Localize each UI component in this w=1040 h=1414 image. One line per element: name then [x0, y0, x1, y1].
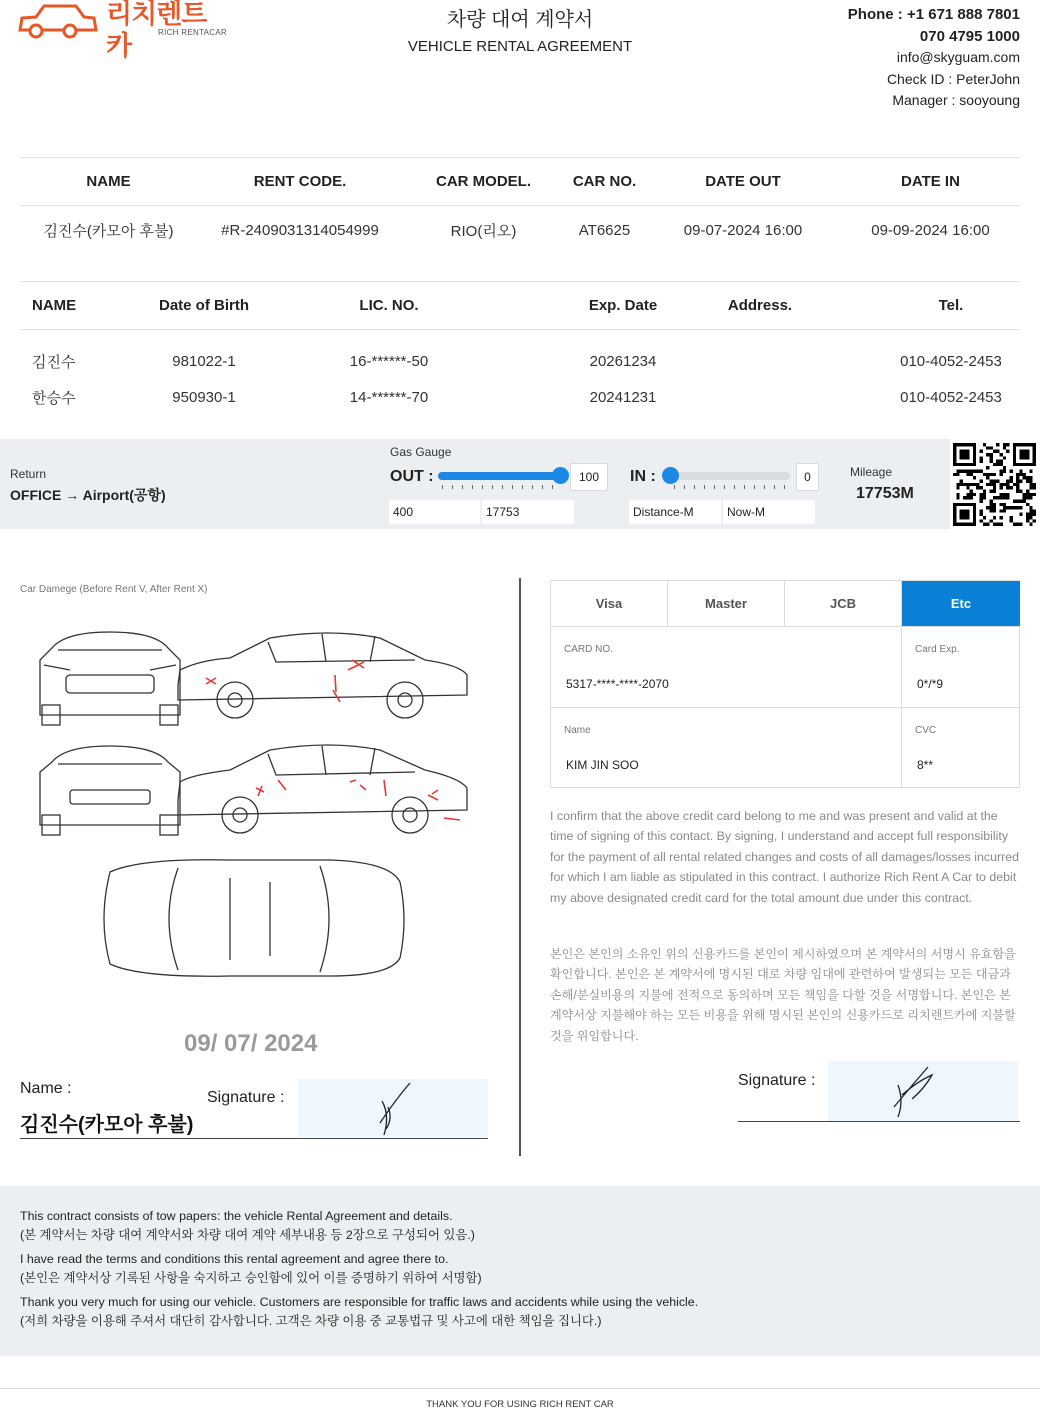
slider-thumb[interactable]: [552, 467, 569, 484]
driver-tel: 010-4052-2453: [900, 389, 1002, 406]
card-name: KIM JIN SOO: [566, 758, 639, 772]
col-header: CAR NO.: [564, 158, 645, 206]
signature-line: [20, 1138, 488, 1139]
signature-scribble-icon: [298, 1079, 488, 1137]
note-item: [20, 1207, 1020, 1244]
driver-dob: 981022-1: [172, 353, 236, 371]
slider-track: [670, 472, 790, 480]
contact-phone-2: 070 4795 1000: [919, 27, 1020, 45]
col-header-exp: Exp. Date: [588, 297, 658, 314]
logo-wordmark-text: 리치렌트카: [106, 0, 207, 61]
slider-thumb[interactable]: [662, 467, 679, 484]
mileage-in-field[interactable]: Now-M: [723, 500, 815, 524]
footer-thanks: THANK YOU FOR USING RICH RENT CAR: [426, 1399, 614, 1410]
return-label: Return: [10, 467, 47, 481]
footer-divider: [0, 1388, 1040, 1389]
driver-address: [703, 353, 817, 370]
car-right-side-icon: [178, 745, 467, 833]
driver-name: 한승수: [32, 390, 76, 407]
renter-name: 김진수(카모아 후불): [43, 222, 174, 240]
card-number-cell[interactable]: [551, 627, 902, 708]
tab-visa[interactable]: Visa: [551, 581, 668, 627]
note-en: I have read the terms and conditions this rental agreement and agree there to.: [20, 1252, 449, 1266]
drivers-table: [20, 281, 1020, 416]
driver-license: 16-******-50: [349, 353, 429, 371]
card-cvc-label: CVC: [915, 725, 937, 736]
logo-subtitle: RICH RENTACAR: [158, 28, 228, 37]
slider-ticks: [674, 485, 786, 489]
col-header: DATE OUT: [645, 158, 841, 206]
mileage-value: 17753M: [856, 485, 914, 502]
distance-in-field[interactable]: Distance-M: [629, 500, 721, 524]
car-front-icon: [40, 632, 180, 725]
card-signature-line: [738, 1121, 1020, 1122]
col-header: [88, 282, 520, 330]
card-name-label: Name: [564, 725, 591, 736]
car-number: AT6625: [578, 221, 631, 239]
page-title-ko: 차량 대여 계약서: [446, 9, 594, 31]
card-name-cell[interactable]: [551, 708, 902, 788]
col-header: [525, 282, 877, 330]
mileage-label: Mileage: [850, 465, 893, 479]
car-model: RIO(리오): [450, 222, 517, 240]
note-ko: (본인은 계약서상 기록된 사항을 숙지하고 승인함에 있어 이를 증명하기 위하여 서명함): [20, 1270, 482, 1285]
driver-exp: 20241231: [589, 389, 657, 406]
manager: Manager : sooyoung: [892, 92, 1020, 108]
driver-dob: 950930-1: [172, 389, 236, 406]
col-header: NAME: [20, 282, 88, 330]
trip-strip: [0, 439, 950, 529]
car-rear-icon: [40, 746, 180, 835]
card-signature-label: Signature :: [738, 1072, 816, 1089]
card-signature-pad[interactable]: [828, 1061, 1018, 1121]
col-header-tel: Tel.: [882, 282, 1020, 330]
car-damage-diagram: [30, 620, 480, 990]
col-header-lic: LIC. NO.: [359, 297, 419, 314]
return-value: OFFICE → Airport(공항): [10, 487, 166, 503]
note-ko: (저희 차량을 이용해 주셔서 대단히 감사합니다. 고객은 차량 이용 중 교통법규 및 사고에 대한 책임을 집니다.): [20, 1313, 602, 1328]
gas-in-label: IN :: [630, 468, 656, 485]
slider-ticks: [442, 485, 556, 489]
card-cvc: 8**: [917, 758, 934, 772]
driver-name: 김진수: [32, 354, 76, 372]
card-number: 5317-****-****-2070: [566, 677, 669, 691]
note-en: This contract consists of tow papers: the vehicle Rental Agreement and details.: [20, 1209, 453, 1223]
driver-exp: 20261234: [589, 353, 657, 371]
mileage-out-field[interactable]: 17753: [482, 500, 574, 524]
tab-etc[interactable]: Etc: [902, 581, 1020, 627]
signature-label: Signature :: [207, 1089, 285, 1106]
slider-fill: [438, 472, 560, 480]
signature-pad[interactable]: [298, 1079, 488, 1137]
terms-notes: [0, 1186, 1040, 1356]
driver-tel: 010-4052-2453: [900, 353, 1002, 371]
renter-name-signed: 김진수(카모아 후불): [20, 1114, 194, 1136]
note-item: [20, 1250, 1020, 1287]
tab-jcb[interactable]: JCB: [785, 581, 902, 627]
car-left-side-icon: [178, 633, 467, 718]
gas-out-value[interactable]: 100: [570, 463, 608, 491]
gas-out-label: OUT :: [390, 468, 434, 485]
table-row: [20, 330, 1020, 380]
table-row: [20, 380, 1020, 416]
table-row: [20, 206, 1020, 255]
note-ko: (본 계약서는 차량 대여 계약서와 차량 대여 계약 세부내용 등 2장으로 구성되어 있음.): [20, 1227, 475, 1242]
card-cvc-cell[interactable]: [902, 708, 1020, 788]
driver-license: 14-******-70: [349, 389, 429, 406]
col-header: DATE IN: [841, 158, 1020, 206]
card-number-label: CARD NO.: [564, 644, 613, 655]
card-authorization-ko: 본인은 본인의 소유인 위의 신용카드를 본인이 제시하였으며 본 계약서의 서명시 유효함을 확인합니다. 본인은 본 계약서에 명시된 대로 차량 임대에 관련하여 발생되는 모든 대금과 손해/분실비용의 지불에 전적으로 동의하며 모든 책임을 다할 것을 서명합니다. 본인은 본 계약서상 지불해야 하는 모든 비용을 위해 명시된 본인의 신용카드로 리치렌트카에 지불할 것을 위임합니다.: [550, 947, 1016, 1043]
card-exp: 0*/*9: [917, 677, 944, 691]
rent-code: #R-2409031314054999: [221, 221, 379, 239]
card-authorization-en: I confirm that the above credit card belong to me and was present and valid at the time of signing of this contact. By signing, I understand and accept full responsibility for the payment of all rental related changes and costs of all damages/losses incurred for which I am liable as stipulated in this contract. I authorize Rich Rent A Car to debit my above designated credit card for the total amount due under this contract.: [550, 809, 1020, 905]
contact-phone: Phone : +1 671 888 7801: [847, 6, 1020, 23]
gas-in-slider[interactable]: [670, 464, 790, 490]
distance-out-field[interactable]: 400: [389, 500, 480, 524]
note-en: Thank you very much for using our vehicle. Customers are responsible for traffic laws and accidents while using the vehicle.: [20, 1295, 699, 1309]
gas-in-value[interactable]: 0: [796, 463, 819, 491]
rental-table: [20, 157, 1020, 255]
contract-date: 09/ 07/ 2024: [184, 1030, 318, 1057]
contact-email[interactable]: info@skyguam.com: [896, 49, 1020, 65]
note-item: [20, 1293, 1020, 1330]
section-divider: [519, 578, 521, 1156]
card-panel: [550, 580, 1020, 788]
card-exp-label: Card Exp.: [915, 644, 960, 655]
col-header-dob: Date of Birth: [159, 297, 249, 314]
check-id: Check ID : PeterJohn: [886, 70, 1020, 87]
col-header: NAME: [20, 158, 197, 206]
rental-header-row: [20, 158, 1020, 206]
qr-code-icon: [953, 443, 1036, 526]
page-title-en: VEHICLE RENTAL AGREEMENT: [407, 38, 633, 55]
name-label: Name :: [20, 1080, 72, 1097]
date-out: 09-07-2024 16:00: [683, 221, 803, 239]
col-header: CAR MODEL.: [403, 158, 564, 206]
driver-address: [703, 389, 817, 406]
gas-out-slider[interactable]: [438, 464, 560, 490]
tab-master[interactable]: Master: [668, 581, 785, 627]
damage-label: Car Damege (Before Rent V, After Rent X): [20, 584, 208, 595]
col-header: RENT CODE.: [197, 158, 403, 206]
card-exp-cell[interactable]: [902, 627, 1020, 708]
car-top-icon: [104, 860, 404, 977]
drivers-header-row: [20, 282, 1020, 330]
signature-scribble-icon: [828, 1061, 1018, 1121]
gas-gauge-label: Gas Gauge: [390, 445, 452, 459]
date-in: 09-09-2024 16:00: [871, 221, 990, 239]
contact-block: [848, 4, 1020, 112]
col-header-address: Address.: [727, 297, 793, 314]
